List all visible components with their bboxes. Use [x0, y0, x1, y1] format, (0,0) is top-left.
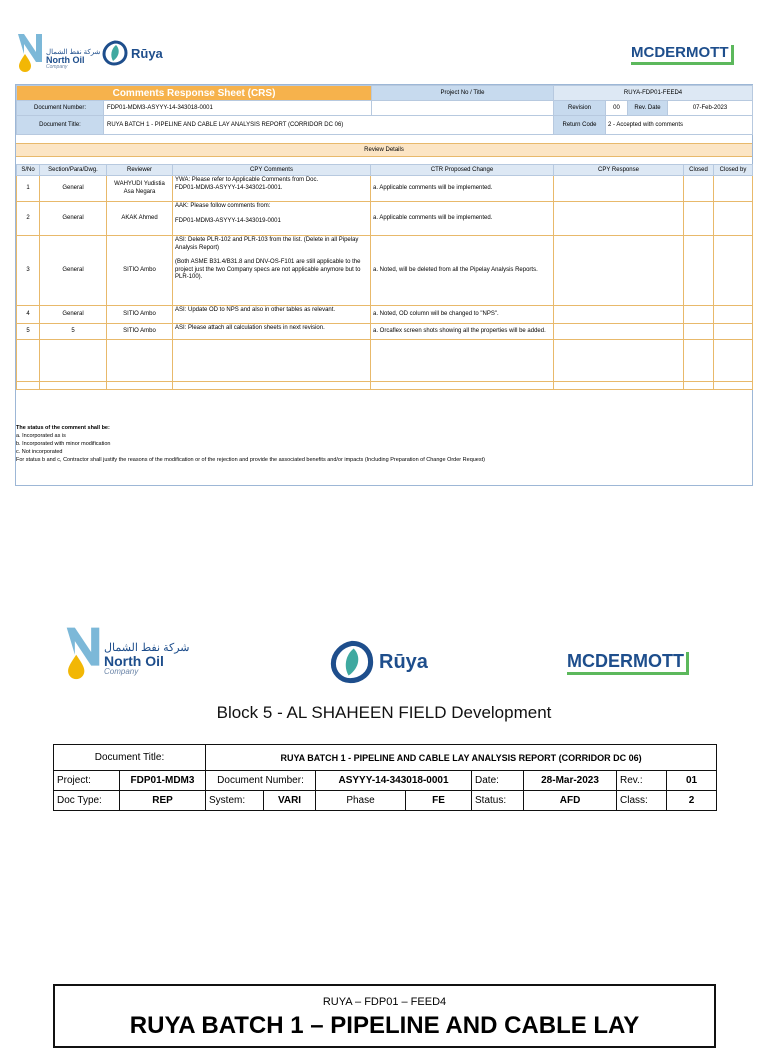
row-response: [554, 306, 684, 324]
north-oil-mark-icon: [16, 32, 44, 72]
col-cpy-response: CPY Response: [554, 165, 684, 176]
comment-line: ASI: Update OD to NPS and also in other tables as relevant.: [175, 307, 336, 313]
rev-date-value: 07-Feb-2023: [668, 101, 753, 116]
col-reviewer: Reviewer: [107, 165, 173, 176]
crs-gap: [16, 135, 752, 143]
row-comment: [173, 324, 371, 340]
row-section: General: [40, 176, 107, 202]
comment-line: ASI: Please attach all calculation sheets in next revision.: [175, 325, 325, 331]
row-reviewer: AKAK Ahmed: [107, 202, 173, 236]
north-oil-name: North Oil: [46, 55, 85, 65]
cover-date-label: Date:: [472, 771, 524, 791]
ruya-mark-icon: [102, 40, 128, 66]
north-oil-logo: [16, 32, 100, 72]
row-sno: 4: [17, 306, 40, 324]
mcdermott-logo-cover: MCDERMOTT: [567, 652, 689, 675]
comments-table: [16, 164, 753, 390]
table-row-empty: [17, 340, 753, 382]
north-oil-company: Company: [104, 667, 139, 676]
row-response: [554, 176, 684, 202]
status-line: c. Not incorporated: [16, 449, 63, 455]
row-comment: [173, 202, 371, 236]
row-reviewer: SITIO Ambo: [107, 324, 173, 340]
row-sno: 1: [17, 176, 40, 202]
row-change: a. Orcaflex screen shots showing all the properties will be added.: [371, 324, 554, 340]
row-comment: [173, 306, 371, 324]
row-sno: 2: [17, 202, 40, 236]
ruya-logo: [102, 40, 163, 66]
row-comment: [173, 236, 371, 306]
row-section: 5: [40, 324, 107, 340]
cover-doc-title-value: RUYA BATCH 1 - PIPELINE AND CABLE LAY ANALYSIS REPORT (CORRIDOR DC 06): [206, 745, 717, 771]
row-change: a. Applicable comments will be implemented.: [371, 176, 554, 202]
ruya-logo-cover: [330, 640, 428, 684]
return-code-label: Return Code: [554, 116, 606, 135]
row-closed: [684, 202, 714, 236]
project-label: Project No / Title: [372, 86, 554, 101]
mcdermott-logo: MCDERMOTT: [631, 45, 734, 65]
doc-title-row: [17, 116, 554, 135]
cover-phase-value: FE: [406, 791, 472, 811]
doc-number-value: FDP01-MDM3-ASYYY-14-343018-0001: [107, 105, 213, 111]
crs-gap-2: [16, 157, 752, 164]
row-response: [554, 202, 684, 236]
doc-title-label: Document Title:: [17, 116, 104, 134]
status-heading: The status of the comment shall be:: [16, 425, 110, 431]
doc-number-row: [17, 101, 372, 116]
comment-line: FDP01-MDM3-ASYYY-14-343021-0001.: [175, 184, 283, 191]
table-row-empty: [17, 382, 753, 390]
comment-line: (Both ASME B31.4/B31.8 and DNV-OS-F101 are still applicable to the project just the two Company specs are not applicable anymore but to PLR-100).: [175, 259, 361, 280]
row-closed-by: [714, 324, 753, 340]
row-response: [554, 236, 684, 306]
row-reviewer: SITIO Ambo: [107, 306, 173, 324]
status-line: a. Incorporated as is: [16, 433, 66, 439]
next-page-title-box: [53, 984, 716, 1048]
table-row: [17, 176, 753, 202]
col-ctr-change: CTR Proposed Change: [371, 165, 554, 176]
north-oil-mark-icon: [64, 624, 102, 680]
rev-date-label: Rev. Date: [628, 101, 668, 116]
north-oil-wordmark: [46, 49, 100, 72]
cover-class-value: 2: [667, 791, 717, 811]
row-closed-by: [714, 236, 753, 306]
col-section: Section/Para/Dwg.: [40, 165, 107, 176]
cover-doc-title-label: Document Title:: [54, 745, 206, 771]
row-section: General: [40, 306, 107, 324]
table-row: [17, 236, 753, 306]
north-oil-company: Company: [46, 64, 68, 70]
table-row: [17, 324, 753, 340]
row-change: a. Noted, will be deleted from all the Pipelay Analysis Reports.: [371, 236, 554, 306]
row-change: a. Noted, OD column will be changed to "NPS".: [371, 306, 554, 324]
cover-date-value: 28-Mar-2023: [524, 771, 617, 791]
comment-spacer: [175, 252, 368, 259]
cover-status-value: AFD: [524, 791, 617, 811]
row-closed-by: [714, 176, 753, 202]
cover-phase-label: Phase: [316, 791, 406, 811]
status-line: b. Incorporated with minor modification: [16, 441, 111, 447]
row-closed: [684, 324, 714, 340]
cover-project-value: FDP01-MDM3: [120, 771, 206, 791]
ruya-mark-icon: [330, 640, 374, 684]
row-reviewer: SITIO Ambo: [107, 236, 173, 306]
doc-number-label: Document Number:: [17, 101, 104, 115]
cover-doc-number-value: ASYYY-14-343018-0001: [316, 771, 472, 791]
cover-title: Block 5 - AL SHAHEEN FIELD Development: [216, 703, 552, 722]
row-closed-by: [714, 202, 753, 236]
row-sno: 5: [17, 324, 40, 340]
row-closed: [684, 306, 714, 324]
row-change: a. Applicable comments will be implemented.: [371, 202, 554, 236]
north-oil-wordmark: [104, 643, 190, 680]
cover-info-table: [53, 744, 717, 811]
cover-doc-type-value: REP: [120, 791, 206, 811]
col-closed-by: Closed by: [714, 165, 753, 176]
crs-header-table: [16, 85, 753, 135]
row-section: General: [40, 202, 107, 236]
row-reviewer: WAHYUDI Yudistia Asa Negara: [107, 176, 173, 202]
north-oil-arabic: شركة نفط الشمال: [104, 642, 190, 654]
cover-system-label: System:: [206, 791, 264, 811]
cover-rev-value: 01: [667, 771, 717, 791]
cover-status-label: Status:: [472, 791, 524, 811]
col-cpy-comments: CPY Comments: [173, 165, 371, 176]
north-oil-arabic: شركة نفط الشمال: [46, 49, 101, 56]
return-code-value: 2 - Accepted with comments: [606, 116, 753, 135]
cover-doc-type-label: Doc Type:: [54, 791, 120, 811]
north-oil-logo-cover: [64, 624, 190, 680]
row-closed-by: [714, 306, 753, 324]
comment-line: FDP01-MDM3-ASYYY-14-343019-0001: [175, 217, 281, 224]
ruya-wordmark: Rūya: [131, 45, 163, 61]
comment-spacer: [175, 211, 368, 218]
doc-number-spacer: [372, 101, 554, 116]
ruya-wordmark: Rūya: [379, 650, 428, 673]
cover-doc-number-label: Document Number:: [206, 771, 316, 791]
cover-project-label: Project:: [54, 771, 120, 791]
col-closed: Closed: [684, 165, 714, 176]
status-legend: [16, 424, 746, 464]
north-oil-name: North Oil: [104, 653, 164, 669]
project-value: RUYA-FDP01-FEED4: [554, 86, 753, 101]
doc-title-value: RUYA BATCH 1 - PIPELINE AND CABLE LAY ANALYSIS REPORT (CORRIDOR DC 06): [107, 122, 344, 128]
next-page-subtitle: RUYA – FDP01 – FEED4: [322, 996, 447, 1008]
comment-line: ASI: Delete PLR-102 and PLR-103 from the list. (Delete in all Pipelay Analysis Report): [175, 237, 359, 251]
next-page-title: RUYA BATCH 1 – PIPELINE AND CABLE LAY: [129, 1012, 640, 1039]
status-line: For status b and c, Contractor shall justify the reasons of the modification or of the rejection and provide the associated benefits and/or impacts (Including Preparation of Change Order Request): [16, 457, 485, 463]
crs-title: Comments Response Sheet (CRS): [17, 86, 372, 101]
table-row: [17, 202, 753, 236]
table-row: [17, 306, 753, 324]
revision-label: Revision: [554, 101, 606, 116]
row-closed: [684, 236, 714, 306]
cover-system-value: VARI: [264, 791, 316, 811]
comment-line: AAK: Please follow comments from:: [175, 203, 271, 209]
row-comment: [173, 176, 371, 202]
review-details-bar: Review Details: [16, 143, 752, 157]
row-sno: 3: [17, 236, 40, 306]
cover-rev-label: Rev.:: [617, 771, 667, 791]
row-section: General: [40, 236, 107, 306]
row-closed: [684, 176, 714, 202]
row-response: [554, 324, 684, 340]
revision-value: 00: [606, 101, 628, 116]
cover-class-label: Class:: [617, 791, 667, 811]
col-sno: S/No: [17, 165, 40, 176]
comment-line: YWA: Please refer to Applicable Comments from Doc.: [175, 177, 319, 183]
